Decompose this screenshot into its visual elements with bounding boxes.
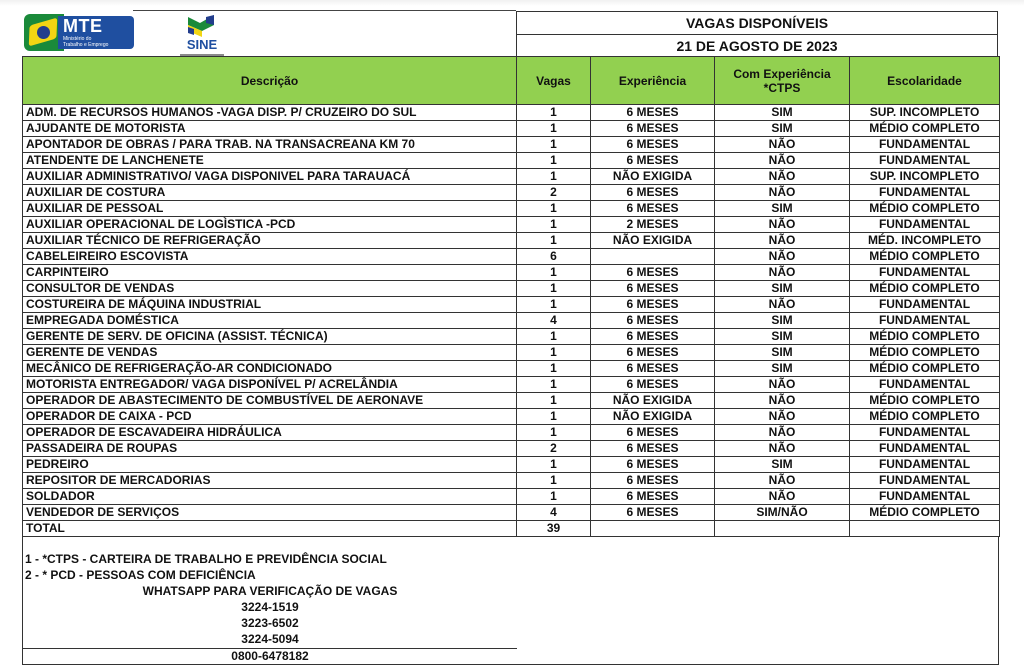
cell-descricao: GERENTE DE SERV. DE OFICINA (ASSIST. TÉCNICA) xyxy=(23,329,517,345)
cell-experiencia xyxy=(591,249,715,265)
cell-descricao: PEDREIRO xyxy=(23,457,517,473)
footer-notes xyxy=(22,536,999,665)
cell-com-experiencia: SIM xyxy=(715,361,850,377)
cell-com-experiencia: SIM xyxy=(715,329,850,345)
total-row xyxy=(23,521,1000,537)
cell-experiencia: 6 MESES xyxy=(591,137,715,153)
cell-descricao: CONSULTOR DE VENDAS xyxy=(23,281,517,297)
cell-escolaridade: MÉD. INCOMPLETO xyxy=(850,233,1000,249)
cell-escolaridade: SUP. INCOMPLETO xyxy=(850,105,1000,121)
cell-descricao: COSTUREIRA DE MÁQUINA INDUSTRIAL xyxy=(23,297,517,313)
cell-escolaridade: FUNDAMENTAL xyxy=(850,137,1000,153)
cell-experiencia: 6 MESES xyxy=(591,377,715,393)
cell-escolaridade: FUNDAMENTAL xyxy=(850,441,1000,457)
cell-experiencia: NÃO EXIGIDA xyxy=(591,409,715,425)
cell-experiencia: 2 MESES xyxy=(591,217,715,233)
cell-experiencia: 6 MESES xyxy=(591,265,715,281)
cell-com-experiencia: NÃO xyxy=(715,169,850,185)
cell-escolaridade: FUNDAMENTAL xyxy=(850,185,1000,201)
cell-escolaridade: FUNDAMENTAL xyxy=(850,473,1000,489)
cell-descricao: AUXILIAR ADMINISTRATIVO/ VAGA DISPONIVEL PARA TARAUACÁ xyxy=(23,169,517,185)
cell-vagas: 1 xyxy=(517,265,591,281)
mte-abbr: MTE xyxy=(63,16,103,36)
cell-experiencia: 6 MESES xyxy=(591,281,715,297)
cell-com-experiencia: NÃO xyxy=(715,393,850,409)
table-row xyxy=(23,489,1000,505)
cell-experiencia: 6 MESES xyxy=(591,121,715,137)
total-vagas: 39 xyxy=(517,521,591,537)
sine-logo xyxy=(180,13,224,57)
column-header-com-experiencia-line1: Com Experiência xyxy=(733,66,831,81)
table-row xyxy=(23,393,1000,409)
cell-experiencia: NÃO EXIGIDA xyxy=(591,233,715,249)
cell-experiencia: 6 MESES xyxy=(591,329,715,345)
cell-vagas: 1 xyxy=(517,169,591,185)
cell-escolaridade: FUNDAMENTAL xyxy=(850,377,1000,393)
page-date: 21 DE AGOSTO DE 2023 xyxy=(517,34,997,57)
total-label: TOTAL xyxy=(23,521,517,537)
cell-com-experiencia: NÃO xyxy=(715,265,850,281)
title-box xyxy=(516,11,998,56)
cell-descricao: CARPINTEIRO xyxy=(23,265,517,281)
cell-vagas: 1 xyxy=(517,297,591,313)
cell-escolaridade: FUNDAMENTAL xyxy=(850,153,1000,169)
table-row xyxy=(23,217,1000,233)
cell-com-experiencia: NÃO xyxy=(715,377,850,393)
cell-com-experiencia: NÃO xyxy=(715,297,850,313)
cell-escolaridade: FUNDAMENTAL xyxy=(850,217,1000,233)
cell-com-experiencia: SIM xyxy=(715,457,850,473)
cell-descricao: SOLDADOR xyxy=(23,489,517,505)
cell-experiencia: 6 MESES xyxy=(591,361,715,377)
cell-com-experiencia: SIM xyxy=(715,313,850,329)
column-header-escolaridade: Escolaridade xyxy=(850,57,1000,105)
cell-vagas: 1 xyxy=(517,377,591,393)
cell-experiencia: 6 MESES xyxy=(591,153,715,169)
mte-subtitle-line2: Trabalho e Emprego xyxy=(63,42,109,48)
phone-3: 3224-5094 xyxy=(241,632,299,646)
cell-vagas: 1 xyxy=(517,153,591,169)
cell-descricao: AUXILIAR OPERACIONAL DE LOGÌSTICA -PCD xyxy=(23,217,517,233)
table-row xyxy=(23,377,1000,393)
note-ctps: 1 - *CTPS - CARTEIRA DE TRABALHO E PREVIDÊNCIA SOCIAL xyxy=(25,552,387,566)
cell-descricao: ATENDENTE DE LANCHENETE xyxy=(23,153,517,169)
cell-com-experiencia: NÃO xyxy=(715,425,850,441)
column-header-vagas: Vagas xyxy=(517,57,591,105)
table-row xyxy=(23,249,1000,265)
header-top-rule xyxy=(133,10,516,11)
table-row xyxy=(23,473,1000,489)
cell-com-experiencia: NÃO xyxy=(715,473,850,489)
cell-vagas: 1 xyxy=(517,425,591,441)
cell-vagas: 1 xyxy=(517,201,591,217)
cell-descricao: MOTORISTA ENTREGADOR/ VAGA DISPONÍVEL P/ ACRELÂNDIA xyxy=(23,377,517,393)
column-header-com-experiencia xyxy=(715,57,850,105)
cell-com-experiencia: NÃO xyxy=(715,153,850,169)
column-header-descricao: Descrição xyxy=(23,57,517,105)
cell-escolaridade: FUNDAMENTAL xyxy=(850,457,1000,473)
table-row xyxy=(23,329,1000,345)
note-pcd: 2 - * PCD - PESSOAS COM DEFICIÊNCIA xyxy=(25,568,256,582)
cell-descricao: PASSADEIRA DE ROUPAS xyxy=(23,441,517,457)
cell-descricao: EMPREGADA DOMÉSTICA xyxy=(23,313,517,329)
cell-descricao: AUXILIAR TÉCNICO DE REFRIGERAÇÃO xyxy=(23,233,517,249)
cell-vagas: 1 xyxy=(517,233,591,249)
cell-escolaridade: MÉDIO COMPLETO xyxy=(850,345,1000,361)
cell-vagas: 1 xyxy=(517,345,591,361)
cell-escolaridade: MÉDIO COMPLETO xyxy=(850,201,1000,217)
table-row xyxy=(23,505,1000,521)
cell-vagas: 1 xyxy=(517,361,591,377)
cell-descricao: VENDEDOR DE SERVIÇOS xyxy=(23,505,517,521)
cell-vagas: 2 xyxy=(517,185,591,201)
column-header-com-experiencia-line2: *CTPS xyxy=(763,80,801,95)
cell-experiencia: 6 MESES xyxy=(591,473,715,489)
table-row xyxy=(23,153,1000,169)
cell-experiencia: 6 MESES xyxy=(591,457,715,473)
table-row xyxy=(23,185,1000,201)
cell-experiencia: 6 MESES xyxy=(591,345,715,361)
cell-com-experiencia: NÃO xyxy=(715,137,850,153)
table-row xyxy=(23,345,1000,361)
cell-experiencia: 6 MESES xyxy=(591,201,715,217)
cell-escolaridade: FUNDAMENTAL xyxy=(850,425,1000,441)
cell-vagas: 4 xyxy=(517,505,591,521)
table-row xyxy=(23,281,1000,297)
column-header-experiencia: Experiência xyxy=(591,57,715,105)
cell-com-experiencia: SIM xyxy=(715,201,850,217)
cell-experiencia: 6 MESES xyxy=(591,185,715,201)
cell-vagas: 1 xyxy=(517,409,591,425)
mte-logo xyxy=(24,14,134,51)
cell-descricao: REPOSITOR DE MERCADORIAS xyxy=(23,473,517,489)
cell-vagas: 6 xyxy=(517,249,591,265)
cell-vagas: 1 xyxy=(517,489,591,505)
cell-escolaridade: MÉDIO COMPLETO xyxy=(850,329,1000,345)
cell-escolaridade: FUNDAMENTAL xyxy=(850,489,1000,505)
mte-logo-box xyxy=(58,16,134,49)
cell-vagas: 1 xyxy=(517,281,591,297)
toll-free-phone: 0800-6478182 xyxy=(231,649,309,663)
cell-experiencia: NÃO EXIGIDA xyxy=(591,393,715,409)
cell-experiencia: 6 MESES xyxy=(591,297,715,313)
table-row xyxy=(23,233,1000,249)
cell-experiencia: 6 MESES xyxy=(591,105,715,121)
cell-descricao: CABELEIREIRO ESCOVISTA xyxy=(23,249,517,265)
cell-com-experiencia: SIM/NÃO xyxy=(715,505,850,521)
cell-descricao: OPERADOR DE ESCAVADEIRA HIDRÁULICA xyxy=(23,425,517,441)
cell-descricao: OPERADOR DE ABASTECIMENTO DE COMBUSTÍVEL DE AERONAVE xyxy=(23,393,517,409)
cell-escolaridade: MÉDIO COMPLETO xyxy=(850,393,1000,409)
total-empty xyxy=(715,521,850,537)
sine-arrow-icon xyxy=(186,13,216,39)
cell-vagas: 1 xyxy=(517,217,591,233)
cell-escolaridade: FUNDAMENTAL xyxy=(850,297,1000,313)
table-row xyxy=(23,313,1000,329)
cell-vagas: 4 xyxy=(517,313,591,329)
cell-escolaridade: MÉDIO COMPLETO xyxy=(850,121,1000,137)
cell-escolaridade: MÉDIO COMPLETO xyxy=(850,409,1000,425)
table-row xyxy=(23,425,1000,441)
phone-2: 3223-6502 xyxy=(241,616,299,630)
cell-com-experiencia: NÃO xyxy=(715,185,850,201)
table-row xyxy=(23,457,1000,473)
cell-experiencia: NÃO EXIGIDA xyxy=(591,169,715,185)
cell-descricao: AUXILIAR DE COSTURA xyxy=(23,185,517,201)
table-row xyxy=(23,409,1000,425)
cell-vagas: 1 xyxy=(517,121,591,137)
cell-vagas: 1 xyxy=(517,329,591,345)
table-row xyxy=(23,105,1000,121)
cell-descricao: GERENTE DE VENDAS xyxy=(23,345,517,361)
cell-experiencia: 6 MESES xyxy=(591,313,715,329)
cell-escolaridade: FUNDAMENTAL xyxy=(850,265,1000,281)
phone-1: 3224-1519 xyxy=(241,600,299,614)
cell-com-experiencia: NÃO xyxy=(715,217,850,233)
table-header-row xyxy=(23,57,1000,105)
table-row xyxy=(23,361,1000,377)
cell-escolaridade: SUP. INCOMPLETO xyxy=(850,169,1000,185)
mte-subtitle-line1: Ministério do xyxy=(63,36,92,42)
table-row xyxy=(23,441,1000,457)
total-empty xyxy=(591,521,715,537)
cell-descricao: AJUDANTE DE MOTORISTA xyxy=(23,121,517,137)
total-empty xyxy=(850,521,1000,537)
table-row xyxy=(23,201,1000,217)
cell-vagas: 1 xyxy=(517,473,591,489)
whatsapp-label: WHATSAPP PARA VERIFICAÇÃO DE VAGAS xyxy=(142,584,398,598)
vacancies-table xyxy=(22,56,1000,537)
table-row xyxy=(23,297,1000,313)
logo-area xyxy=(22,11,516,56)
cell-com-experiencia: NÃO xyxy=(715,489,850,505)
cell-descricao: APONTADOR DE OBRAS / PARA TRAB. NA TRANSACREANA KM 70 xyxy=(23,137,517,153)
table-row xyxy=(23,265,1000,281)
cell-com-experiencia: NÃO xyxy=(715,233,850,249)
cell-com-experiencia: NÃO xyxy=(715,409,850,425)
cell-descricao: MECÂNICO DE REFRIGERAÇÃO-AR CONDICIONADO xyxy=(23,361,517,377)
cell-vagas: 1 xyxy=(517,457,591,473)
mte-subtitle xyxy=(63,36,108,48)
cell-escolaridade: MÉDIO COMPLETO xyxy=(850,249,1000,265)
cell-vagas: 1 xyxy=(517,393,591,409)
cell-escolaridade: MÉDIO COMPLETO xyxy=(850,281,1000,297)
cell-vagas: 1 xyxy=(517,137,591,153)
sine-abbr: SINE xyxy=(186,37,218,52)
cell-com-experiencia: SIM xyxy=(715,281,850,297)
page-top-shade xyxy=(0,0,1024,6)
table-row xyxy=(23,169,1000,185)
cell-descricao: ADM. DE RECURSOS HUMANOS -VAGA DISP. P/ CRUZEIRO DO SUL xyxy=(23,105,517,121)
cell-experiencia: 6 MESES xyxy=(591,425,715,441)
cell-vagas: 1 xyxy=(517,105,591,121)
cell-descricao: AUXILIAR DE PESSOAL xyxy=(23,201,517,217)
page-title: VAGAS DISPONÍVEIS xyxy=(685,15,829,31)
cell-com-experiencia: SIM xyxy=(715,105,850,121)
cell-escolaridade: FUNDAMENTAL xyxy=(850,313,1000,329)
cell-com-experiencia: SIM xyxy=(715,121,850,137)
cell-experiencia: 6 MESES xyxy=(591,441,715,457)
cell-escolaridade: MÉDIO COMPLETO xyxy=(850,505,1000,521)
cell-vagas: 2 xyxy=(517,441,591,457)
cell-com-experiencia: SIM xyxy=(715,345,850,361)
table-row xyxy=(23,137,1000,153)
cell-experiencia: 6 MESES xyxy=(591,489,715,505)
cell-com-experiencia: NÃO xyxy=(715,249,850,265)
cell-escolaridade: MÉDIO COMPLETO xyxy=(850,361,1000,377)
table-row xyxy=(23,121,1000,137)
cell-descricao: OPERADOR DE CAIXA - PCD xyxy=(23,409,517,425)
cell-experiencia: 6 MESES xyxy=(591,505,715,521)
cell-com-experiencia: NÃO xyxy=(715,441,850,457)
